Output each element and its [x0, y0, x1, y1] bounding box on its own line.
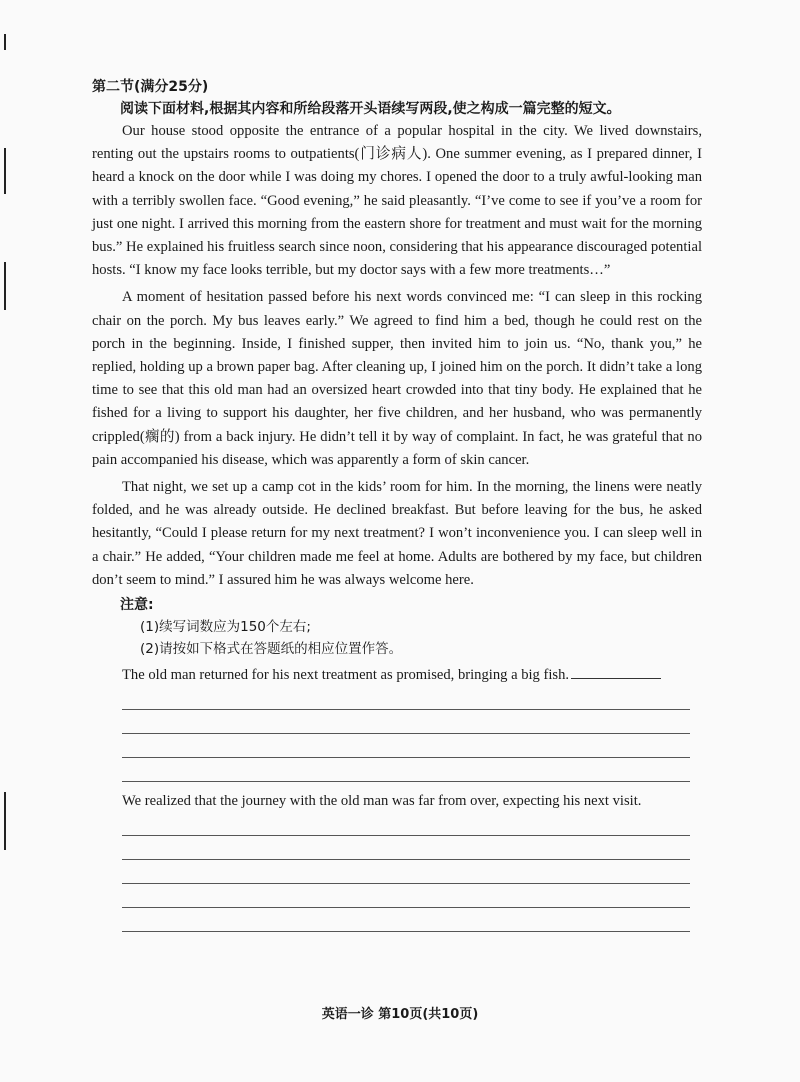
answer-lines-1 [92, 686, 702, 782]
section-instruction: 阅读下面材料,根据其内容和所给段落开头语续写两段,使之构成一篇完整的短文。 [120, 101, 621, 117]
prompt-text: We realized that the journey with the old man was far from over, expecting his next visit. [122, 793, 642, 810]
passage-paragraph: A moment of hesitation passed before his next words convinced me: “I can sleep in this rocking chair on the porch. My bus leaves early.” We agreed to find him a bed, though he could rest on the porch in the beginning. Inside, I finished supper, then invited him to join us. “No, thank you,” he replied, holding up a brown paper bag. After cleaning up, I joined him on the porch. It didn’t take a long time to see that this old man had an oversized heart crowded into that tiny body. He explained that he fished for a living to support his daughter, her five children, and her husband, who was permanently crippled(瘸的) from a back injury. He didn’t tell it by way of complaint. In fact, he was grateful that no pain accompanied his disease, which was apparently a form of skin cancer. [92, 289, 702, 468]
passage-paragraph: Our house stood opposite the entrance of a popular hospital in the city. We lived downstairs, renting out the upstairs rooms to outpatients(门诊病人). One summer evening, as I prepared dinner, I heard a knock on the door while I was doing my chores. I opened the door to a truly awful-looking man with a terribly swollen face. “Good evening,” he said pleasantly. “I’ve come to see if you’ve a room for just one night. I arrived this morning from the eastern shore for treatment and must wait for the morning bus.” He explained his fruitless search since noon, considering that his appearance discouraged potential hosts. “I know my face looks terrible, but my doctor says with a few more treatments…” [92, 123, 702, 279]
answer-line[interactable] [122, 908, 690, 932]
continuation-prompt-1 [92, 664, 702, 686]
answer-lines-2 [92, 812, 702, 932]
note-item: (2)请按如下格式在答题纸的相应位置作答。 [140, 641, 403, 658]
scan-mark [4, 792, 6, 850]
scan-mark [4, 34, 6, 50]
section-title: 第二节(满分25分) [92, 79, 209, 95]
prompt-text: The old man returned for his next treatment as promised, bringing a big fish. [122, 667, 570, 684]
answer-line[interactable] [122, 734, 690, 758]
answer-line[interactable] [122, 812, 690, 836]
answer-line[interactable] [122, 836, 690, 860]
answer-line[interactable] [122, 710, 690, 734]
exam-page [92, 76, 702, 932]
notes-heading: 注意: [120, 597, 154, 614]
page-footer: 英语一诊 第10页(共10页) [321, 1007, 479, 1022]
answer-line[interactable] [122, 884, 690, 908]
answer-line[interactable] [122, 686, 690, 710]
answer-line[interactable] [122, 758, 690, 782]
answer-line[interactable] [122, 860, 690, 884]
scan-mark [4, 148, 6, 194]
scan-mark [4, 262, 6, 310]
answer-blank[interactable] [571, 664, 661, 679]
passage-paragraph: That night, we set up a camp cot in the kids’ room for him. In the morning, the linens were neatly folded, and he was already outside. He declined breakfast. But before leaving for the bus, he asked hesitantly, “Could I please return for my next treatment? I won’t inconvenience you. I can sleep well in a chair.” He added, “Your children made me feel at home. Adults are bothered by my face, but children don’t seem to mind.” I assured him he was always welcome here. [92, 479, 702, 588]
note-item: (1)续写词数应为150个左右; [140, 619, 311, 636]
continuation-prompt-2 [92, 790, 702, 812]
